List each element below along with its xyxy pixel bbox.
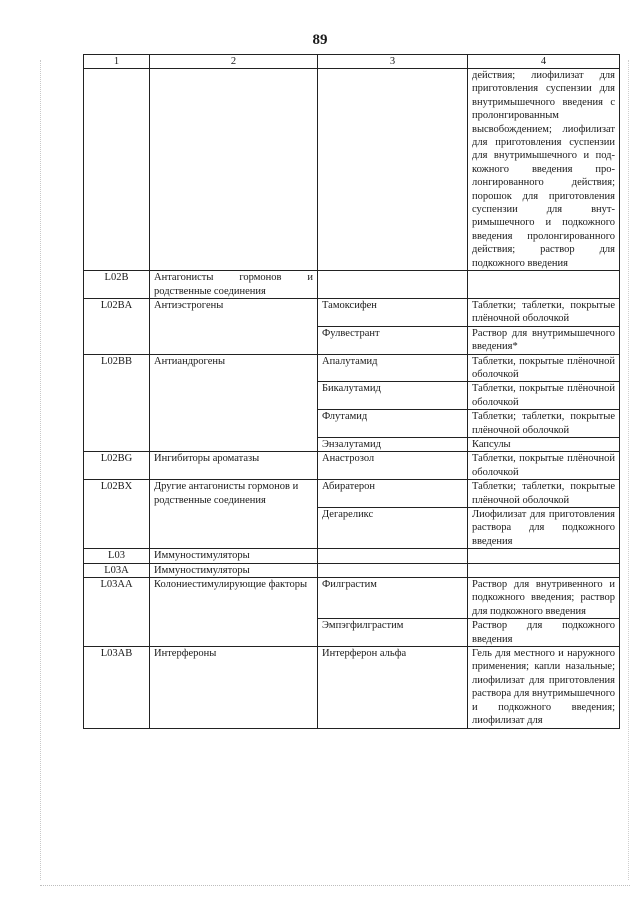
cell-group: Колониестимулирующие факторы [150, 578, 318, 647]
table-row [84, 271, 620, 299]
cell-drug [318, 549, 468, 563]
cell-drug [318, 563, 468, 577]
cell-drug: Бикалутамид [318, 382, 468, 410]
column-header: 1 [84, 55, 150, 69]
cell-group: Антиэстрогены [150, 298, 318, 354]
cell-form: Таблетки; таблетки, покрытые плёночной оболочкой [468, 480, 620, 508]
cell-form: Лиофилизат для приготовления раствора для подкожного введения [468, 508, 620, 549]
cell-code: L03 [84, 549, 150, 563]
cell-code: L02BG [84, 452, 150, 480]
cell-form: Таблетки; таблетки, покрытые плёночной оболочкой [468, 410, 620, 438]
cell-code: L02B [84, 271, 150, 299]
cell-code [84, 69, 150, 271]
cell-group [150, 69, 318, 271]
cell-form [468, 549, 620, 563]
column-header: 2 [150, 55, 318, 69]
cell-drug: Абиратерон [318, 480, 468, 508]
cell-form: Гель для местного и наружного применения; капли назальные; лиофилизат для приготовления раствора для внутримышечного и подкожного введения; лиофилизат для [468, 647, 620, 728]
cell-drug: Дегареликс [318, 508, 468, 549]
table-row [84, 563, 620, 577]
cell-group: Иммуностимуляторы [150, 563, 318, 577]
cell-drug: Энзалутамид [318, 437, 468, 451]
table-row [84, 69, 620, 271]
cell-code: L03A [84, 563, 150, 577]
cell-drug: Апалутамид [318, 354, 468, 382]
table-row [84, 452, 620, 480]
cell-code: L03AB [84, 647, 150, 728]
column-header: 3 [318, 55, 468, 69]
table-row [84, 578, 620, 619]
table-row [84, 298, 620, 326]
cell-drug [318, 69, 468, 271]
cell-form: Таблетки, покрытые плёночной оболочкой [468, 452, 620, 480]
cell-form: Таблетки, покрытые плёночной оболочкой [468, 382, 620, 410]
cell-code: L02BB [84, 354, 150, 452]
cell-group: Антиандрогены [150, 354, 318, 452]
cell-form [468, 563, 620, 577]
cell-form: Раствор для внутривенного и подкожного введения; раствор для подкожного введения [468, 578, 620, 619]
drug-table [83, 54, 620, 729]
cell-form: Таблетки, покрытые плёночной оболочкой [468, 354, 620, 382]
table-row [84, 647, 620, 728]
cell-drug: Флутамид [318, 410, 468, 438]
column-header: 4 [468, 55, 620, 69]
cell-drug: Анастрозол [318, 452, 468, 480]
cell-drug [318, 271, 468, 299]
cell-group: Иммуностимуляторы [150, 549, 318, 563]
cell-code: L02BA [84, 298, 150, 354]
cell-drug: Интерферон альфа [318, 647, 468, 728]
cell-group: Антагонисты гормонов и родственные соединения [150, 271, 318, 299]
table-row [84, 549, 620, 563]
cell-form [468, 271, 620, 299]
cell-form: Раствор для подкожного введения [468, 619, 620, 647]
cell-form: действия; лиофилизат для приготовления суспензии для внутримышечного введения с пролонгированным высвобождением; лиофилизат для приготовления суспензии для внутримышечного и подкожного введения пролонгированного действия; порошок для приготовления суспензии для внутримышечного и подкожного введения пролонгированного действия; раствор для подкожного введения [468, 69, 620, 271]
scan-edge-bottom [40, 885, 630, 886]
cell-drug: Тамоксифен [318, 298, 468, 326]
table-row [84, 354, 620, 382]
cell-drug: Эмпэгфилграстим [318, 619, 468, 647]
table-row [84, 480, 620, 508]
cell-drug: Филграстим [318, 578, 468, 619]
scan-edge-left [40, 60, 41, 880]
cell-drug: Фулвестрант [318, 326, 468, 354]
cell-form: Таблетки; таблетки, покрытые плёночной оболочкой [468, 298, 620, 326]
page-number: 89 [312, 32, 328, 48]
table-header-row [84, 55, 620, 69]
cell-form: Капсулы [468, 437, 620, 451]
cell-code: L02BX [84, 480, 150, 549]
cell-code: L03AA [84, 578, 150, 647]
cell-form: Раствор для внутримышечного введения* [468, 326, 620, 354]
cell-group: Другие антагонисты гормонов и родственные соединения [150, 480, 318, 549]
cell-group: Ингибиторы ароматазы [150, 452, 318, 480]
scan-edge-right [628, 60, 629, 880]
cell-group: Интерфероны [150, 647, 318, 728]
